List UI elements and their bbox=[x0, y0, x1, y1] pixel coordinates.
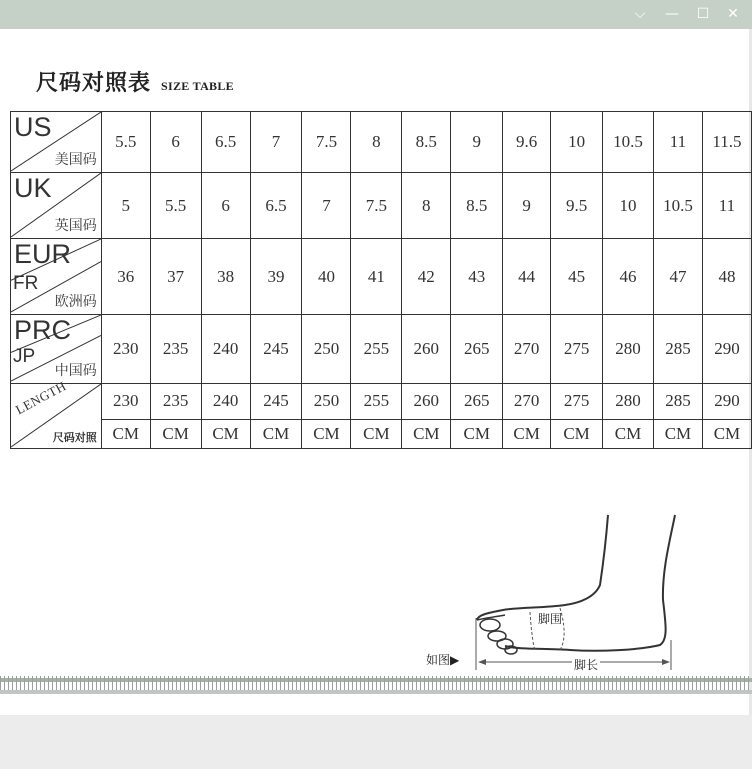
size-cell: 48 bbox=[702, 239, 751, 315]
size-cell: 6.5 bbox=[250, 173, 302, 239]
size-cell: 9 bbox=[451, 112, 503, 173]
size-cell: 230 bbox=[101, 315, 150, 384]
size-cell: 270 bbox=[503, 315, 551, 384]
size-cell: 7 bbox=[302, 173, 351, 239]
unit-cell: CM bbox=[402, 419, 451, 448]
size-cell: 250 bbox=[302, 384, 351, 420]
size-cell: 235 bbox=[150, 315, 201, 384]
size-cell: 255 bbox=[351, 384, 402, 420]
size-cell: 11 bbox=[702, 173, 751, 239]
size-cell: 45 bbox=[551, 239, 603, 315]
girth-label: 脚围 bbox=[538, 612, 563, 626]
size-cell: 7.5 bbox=[302, 112, 351, 173]
size-cell: 10.5 bbox=[603, 112, 654, 173]
size-cell: 7 bbox=[250, 112, 302, 173]
ruler-edge bbox=[0, 690, 752, 694]
row-label-sub: 尺码对照 bbox=[52, 431, 97, 444]
size-cell: 39 bbox=[250, 239, 302, 315]
minimize-icon[interactable]: — bbox=[665, 6, 679, 22]
row-label-main: PRC bbox=[14, 315, 72, 345]
size-cell: 250 bbox=[302, 315, 351, 384]
unit-cell: CM bbox=[503, 419, 551, 448]
unit-cell: CM bbox=[551, 419, 603, 448]
close-icon[interactable]: ✕ bbox=[727, 6, 739, 22]
size-cell: 40 bbox=[302, 239, 351, 315]
title-english: SIZE TABLE bbox=[161, 79, 234, 93]
size-cell: 7.5 bbox=[351, 173, 402, 239]
size-cell: 37 bbox=[150, 239, 201, 315]
table-row bbox=[11, 384, 752, 420]
size-table bbox=[10, 111, 752, 449]
size-cell: 5.5 bbox=[150, 173, 201, 239]
row-header bbox=[11, 378, 102, 449]
size-cell: 10 bbox=[603, 173, 654, 239]
unit-cell: CM bbox=[653, 419, 702, 448]
size-cell: 38 bbox=[201, 239, 250, 315]
size-cell: 5.5 bbox=[101, 112, 150, 173]
size-cell: 230 bbox=[101, 384, 150, 420]
unit-cell: CM bbox=[351, 419, 402, 448]
unit-cell: CM bbox=[150, 419, 201, 448]
size-cell: 6 bbox=[201, 173, 250, 239]
size-cell: 265 bbox=[451, 384, 503, 420]
size-cell: 260 bbox=[402, 315, 451, 384]
title-chinese: 尺码对照表 bbox=[36, 70, 152, 96]
table-row bbox=[11, 112, 752, 173]
size-cell: 36 bbox=[101, 239, 150, 315]
table-row bbox=[11, 419, 752, 448]
row-header bbox=[11, 112, 102, 173]
size-cell: 9 bbox=[503, 173, 551, 239]
size-cell: 290 bbox=[702, 384, 751, 420]
row-label-sub: 欧洲码 bbox=[54, 294, 97, 310]
size-cell: 280 bbox=[603, 315, 654, 384]
size-cell: 9.6 bbox=[503, 112, 551, 173]
size-cell: 285 bbox=[653, 315, 702, 384]
table-row bbox=[11, 173, 752, 239]
row-header bbox=[11, 173, 102, 239]
chevron-down-icon[interactable]: ⌵ bbox=[634, 6, 646, 22]
length-label: 脚长 bbox=[574, 658, 599, 672]
row-header bbox=[11, 239, 102, 315]
size-cell: 255 bbox=[351, 315, 402, 384]
row-label-mid: FR bbox=[13, 273, 39, 294]
row-label-main: UK bbox=[14, 173, 52, 203]
size-cell: 245 bbox=[250, 315, 302, 384]
size-cell: 280 bbox=[603, 384, 654, 420]
row-label-sub: 美国码 bbox=[54, 152, 97, 168]
window-titlebar bbox=[0, 0, 752, 29]
unit-cell: CM bbox=[250, 419, 302, 448]
size-cell: 44 bbox=[503, 239, 551, 315]
size-cell: 8 bbox=[351, 112, 402, 173]
unit-cell: CM bbox=[101, 419, 150, 448]
size-cell: 5 bbox=[101, 173, 150, 239]
unit-cell: CM bbox=[603, 419, 654, 448]
size-cell: 6.5 bbox=[201, 112, 250, 173]
foot-diagram bbox=[0, 500, 752, 700]
size-cell: 8.5 bbox=[402, 112, 451, 173]
table-row bbox=[11, 239, 752, 315]
row-label-main: EUR bbox=[14, 239, 72, 269]
unit-cell: CM bbox=[702, 419, 751, 448]
size-cell: 265 bbox=[451, 315, 503, 384]
maximize-icon[interactable]: ☐ bbox=[696, 6, 710, 22]
unit-cell: CM bbox=[201, 419, 250, 448]
bottom-panel bbox=[0, 715, 752, 769]
unit-cell: CM bbox=[302, 419, 351, 448]
size-cell: 43 bbox=[451, 239, 503, 315]
size-cell: 275 bbox=[551, 384, 603, 420]
row-label-main: LENGTH bbox=[13, 378, 69, 418]
row-label-sub: 中国码 bbox=[54, 363, 97, 379]
size-cell: 235 bbox=[150, 384, 201, 420]
row-header bbox=[11, 315, 102, 384]
row-label-mid: JP bbox=[13, 346, 36, 367]
size-cell: 240 bbox=[201, 315, 250, 384]
size-cell: 41 bbox=[351, 239, 402, 315]
size-cell: 11 bbox=[653, 112, 702, 173]
size-cell: 6 bbox=[150, 112, 201, 173]
foot-illustration bbox=[0, 500, 752, 700]
row-label-sub: 英国码 bbox=[54, 218, 97, 234]
size-cell: 275 bbox=[551, 315, 603, 384]
size-cell: 245 bbox=[250, 384, 302, 420]
size-cell: 11.5 bbox=[702, 112, 751, 173]
size-cell: 10 bbox=[551, 112, 603, 173]
size-cell: 8.5 bbox=[451, 173, 503, 239]
size-cell: 290 bbox=[702, 315, 751, 384]
size-cell: 8 bbox=[402, 173, 451, 239]
size-cell: 10.5 bbox=[653, 173, 702, 239]
size-cell: 42 bbox=[402, 239, 451, 315]
size-cell: 47 bbox=[653, 239, 702, 315]
size-cell: 260 bbox=[402, 384, 451, 420]
row-label-main: US bbox=[14, 112, 52, 142]
page-title bbox=[36, 66, 234, 97]
pointer-label: 如图▶ bbox=[426, 653, 460, 667]
size-cell: 46 bbox=[603, 239, 654, 315]
size-cell: 9.5 bbox=[551, 173, 603, 239]
size-cell: 285 bbox=[653, 384, 702, 420]
table-row bbox=[11, 315, 752, 384]
unit-cell: CM bbox=[451, 419, 503, 448]
size-cell: 240 bbox=[201, 384, 250, 420]
size-cell: 270 bbox=[503, 384, 551, 420]
